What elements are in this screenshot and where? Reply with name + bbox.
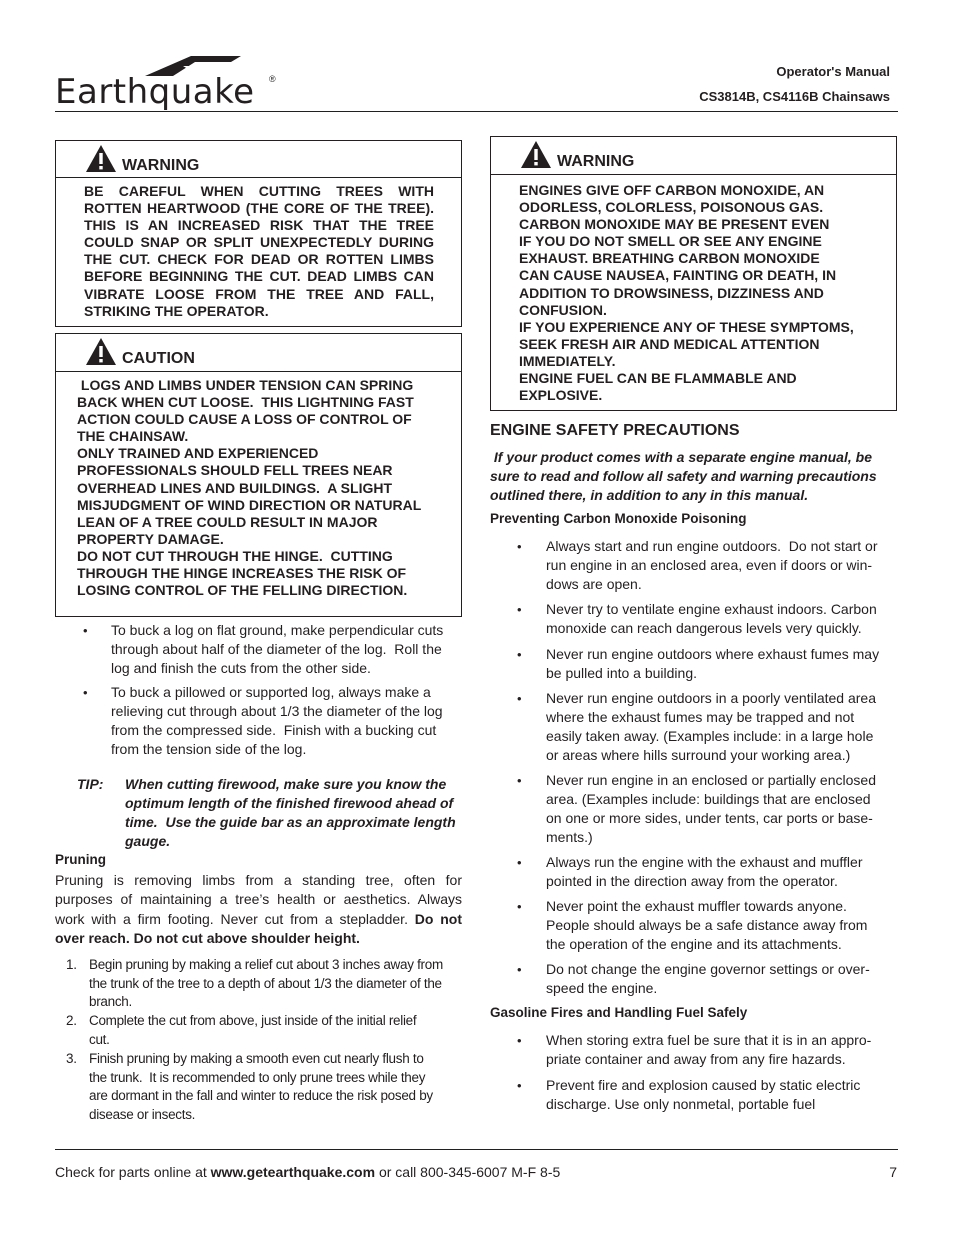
warning-box-header: [56, 141, 461, 178]
warning-body-text: BE CAREFUL WHEN CUTTING TREES WITH ROTTEN HEARTWOOD (THE CORE OF THE TREE). THIS IS AN INCREASED RISK THAT THE TREE COULD SNAP OR SPLIT UNEXPECTEDLY DURING THE CUT. CHECK FOR DEAD OR ROTTEN LIMBS BEFORE BEGINNING THE CUT. DEAD LIMBS CAN VIBRATE LOOSE FROM THE TREE AND FALL, STRIKING THE OPERATOR.: [84, 183, 434, 319]
list-item-text: Never run engine outdoors in a poorly ventilated area where the exhaust fumes may be trapped and not easily taken away. (Examples include: in a large hole or areas where hills surround your working area.): [546, 690, 876, 763]
page-number: 7: [889, 1164, 897, 1180]
bullet-icon: •: [517, 962, 522, 977]
bullet-icon: •: [517, 539, 522, 554]
header-divider: [55, 111, 898, 112]
step-number: 3.: [66, 1051, 77, 1066]
list-item-text: Never run engine outdoors where exhaust fumes may be pulled into a building.: [546, 646, 880, 681]
list-item-text: Prevent fire and explosion caused by static electric discharge. Use only nonmetal, portable fuel: [546, 1077, 861, 1112]
bullet-icon: •: [517, 691, 522, 706]
step-text: Finish pruning by making a smooth even cut nearly flush to the trunk. It is recommended to only prune trees while they are dormant in the fall and winter to reduce the risk posed by disease or insects.: [89, 1051, 433, 1123]
co-warning-title: WARNING: [557, 153, 635, 170]
list-item-text: To buck a pillowed or supported log, always make a relieving cut through about 1/3 the diameter of the log from the compressed side. Finish with a bucking cut from the tension side of the log.: [111, 684, 443, 757]
rotten-heartwood-warning-box: [55, 140, 462, 327]
bullet-icon: •: [517, 1033, 522, 1048]
footer-website-link[interactable]: www.getearthquake.com: [210, 1164, 376, 1180]
caution-box-header: [56, 334, 461, 372]
list-item-text: Always start and run engine outdoors. Do not start or run engine in an enclosed area, even if doors or win- dows are open.: [546, 538, 878, 592]
caution-body-text: LOGS AND LIMBS UNDER TENSION CAN SPRING BACK WHEN CUT LOOSE. THIS LIGHTNING FAST ACTION COULD CAUSE A LOSS OF CONTROL OF THE CHAINSAW. ONLY TRAINED AND EXPERIENCED PROFESSIONALS SHOULD FELL TREES NEAR OVERHEAD LINES AND BUILDINGS. A SLIGHT MISJUDGMENT OF WIND DIRECTION OR NATURAL LEAN OF A TREE COULD RESULT IN MAJOR PROPERTY DAMAGE. DO NOT CUT THROUGH THE HINGE. CUTTING THROUGH THE HINGE INCREASES THE RISK OF LOSING CONTROL OF THE FELLING DIRECTION.: [77, 377, 422, 599]
list-item-text: Never run engine in an enclosed or partially enclosed area. (Examples include: buildings that are enclosed on one or more sides, under tents, car ports or base- ments.): [546, 772, 876, 845]
bullet-icon: •: [517, 773, 522, 788]
fuel-safety-heading: Gasoline Fires and Handling Fuel Safely: [490, 1005, 748, 1020]
warning-triangle-icon: [85, 144, 117, 173]
bullet-icon: •: [517, 1078, 522, 1093]
list-item-text: Never point the exhaust muffler towards anyone. People should always be a safe distance away from the operation of the engine and its attachments.: [546, 898, 868, 952]
list-item-text: Always run the engine with the exhaust and muffler pointed in the direction away from the operator.: [546, 854, 863, 889]
brand-name: Earthquake: [55, 72, 255, 112]
bullet-icon: •: [517, 855, 522, 870]
bullet-icon: •: [83, 623, 88, 638]
list-item-text: Never try to ventilate engine exhaust indoors. Carbon monoxide can reach dangerous levels very quickly.: [546, 601, 877, 636]
brand-logo: [55, 54, 280, 114]
engine-intro-text: If your product comes with a separate engine manual, be sure to read and follow all safety and warning precautions outlined there, in addition to any in this manual.: [490, 449, 877, 503]
registered-mark: ®: [269, 74, 276, 84]
tip-label: TIP:: [77, 776, 104, 792]
carbon-monoxide-warning-box: [490, 136, 897, 411]
warning-title: WARNING: [122, 157, 200, 174]
pruning-bold-note: Do not over reach. Do not cut above shoulder height.: [55, 910, 462, 946]
pruning-heading: Pruning: [55, 852, 106, 867]
tip-text: When cutting firewood, make sure you know the optimum length of the finished firewood ahead of time. Use the guide bar as an approximate length gauge.: [125, 776, 456, 849]
list-item-text: To buck a log on flat ground, make perpendicular cuts through about half of the diameter of the log. Roll the log and finish the cuts from the other side.: [111, 622, 444, 676]
bullet-icon: •: [517, 647, 522, 662]
caution-triangle-icon: [85, 337, 117, 366]
footer-divider: [55, 1149, 898, 1150]
manual-title: Operator's Manual: [776, 64, 890, 79]
co-warning-body-text: ENGINES GIVE OFF CARBON MONOXIDE, AN ODORLESS, COLORLESS, POISONOUS GAS. CARBON MONOXIDE MAY BE PRESENT EVEN IF YOU DO NOT SMELL OR SEE ANY ENGINE EXHAUST. BREATHING CARBON MONOXIDE CAN CAUSE NAUSEA, FAINTING OR DEATH, IN ADDITION TO DROWSINESS, DIZZINESS AND CONFUSION. IF YOU EXPERIENCE ANY OF THESE SYMPTOMS, SEEK FRESH AIR AND MEDICAL ATTENTION IMMEDIATELY. ENGINE FUEL CAN BE FLAMMABLE AND EXPLOSIVE.: [519, 182, 854, 404]
list-item-text: When storing extra fuel be sure that it is in an appro- priate container and away from any fire hazards.: [546, 1032, 872, 1067]
bullet-icon: •: [517, 899, 522, 914]
step-number: 1.: [66, 957, 77, 972]
step-text: Begin pruning by making a relief cut about 3 inches away from the trunk of the tree to a depth of about 1/3 the diameter of the branch.: [89, 957, 443, 1010]
bullet-icon: •: [517, 602, 522, 617]
co-poisoning-heading: Preventing Carbon Monoxide Poisoning: [490, 511, 747, 526]
warning-triangle-icon: [520, 140, 552, 169]
bullet-icon: •: [83, 685, 88, 700]
co-warning-header: [491, 137, 896, 175]
pruning-paragraph: Pruning is removing limbs from a standing tree, often for purposes of maintaining a tree’s health or aesthetics. Always work with a firm footing. Never cut from a stepladder. Do not over reach. Do not cut above shoulder height.: [55, 872, 462, 946]
list-item-text: Do not change the engine governor settings or over- speed the engine.: [546, 961, 870, 996]
footer-text: Check for parts online at www.getearthquake.com or call 800-345-6007 M-F 8-5: [55, 1164, 561, 1180]
caution-title: CAUTION: [122, 350, 195, 367]
model-numbers: CS3814B, CS4116B Chainsaws: [699, 89, 890, 104]
caution-box: [55, 333, 462, 617]
step-number: 2.: [66, 1013, 77, 1028]
step-text: Complete the cut from above, just inside of the initial relief cut.: [89, 1013, 417, 1047]
engine-safety-heading: ENGINE SAFETY PRECAUTIONS: [490, 422, 740, 439]
